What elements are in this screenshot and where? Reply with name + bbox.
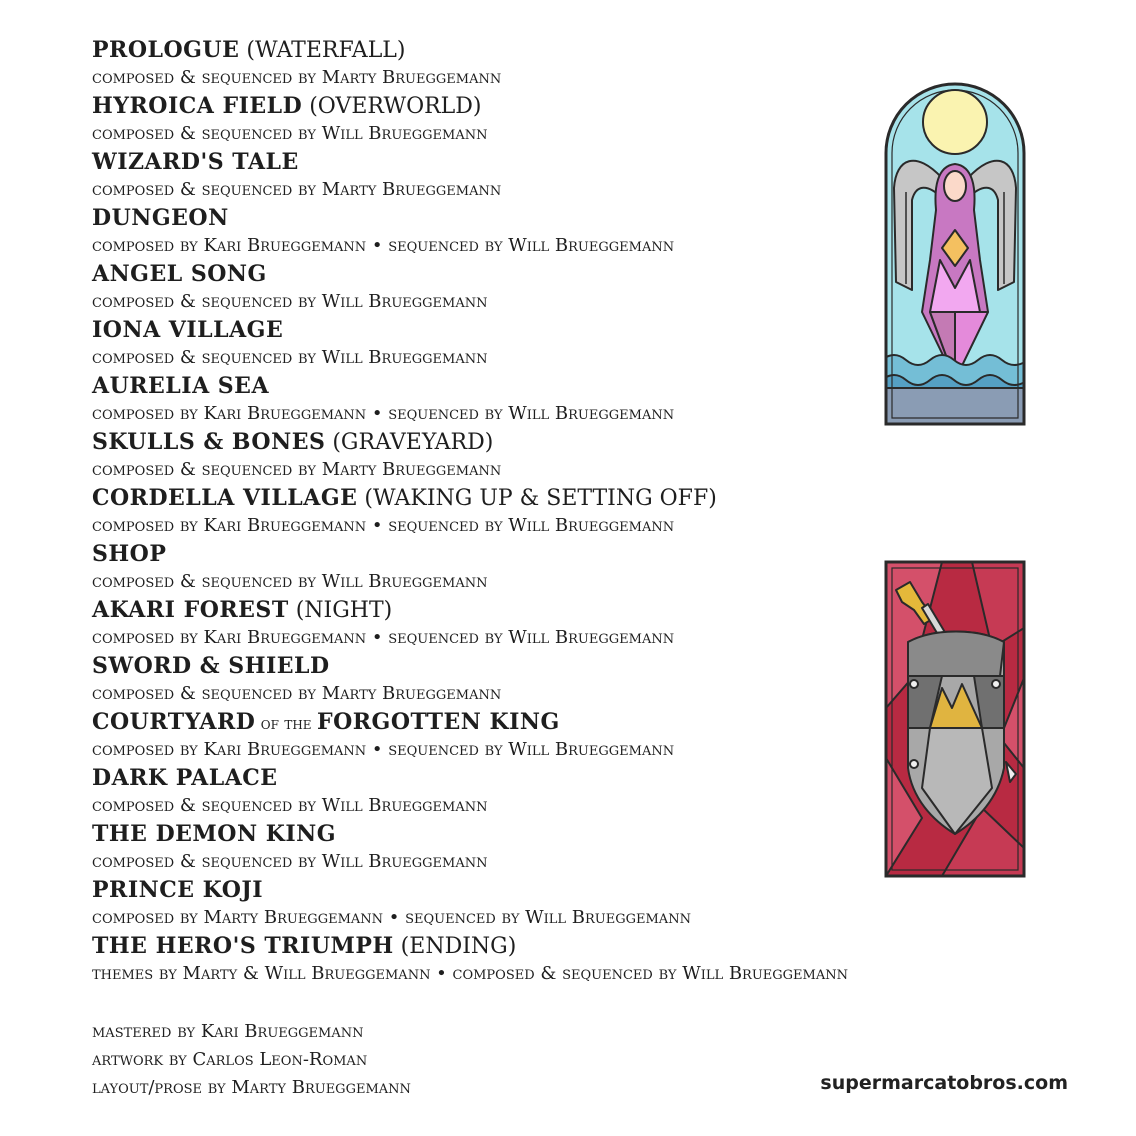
track-subtitle: (NIGHT) bbox=[288, 598, 393, 623]
track-title bbox=[92, 708, 992, 736]
track-item bbox=[92, 764, 992, 820]
track-item bbox=[92, 596, 992, 652]
track-credit: composed & sequenced by Marty Brueggemann bbox=[92, 683, 502, 704]
footer-credits bbox=[92, 1018, 411, 1102]
track-name: THE DEMON KING bbox=[92, 821, 337, 847]
track-item bbox=[92, 92, 992, 148]
track-name: DARK PALACE bbox=[92, 765, 278, 791]
angel-stained-glass bbox=[882, 80, 1028, 428]
track-name: SKULLS & BONES bbox=[92, 429, 326, 455]
track-subtitle: (GRAVEYARD) bbox=[325, 430, 494, 455]
track-credit: composed by Kari Brueggemann • sequenced by Will Brueggemann bbox=[92, 515, 675, 536]
track-item bbox=[92, 148, 992, 204]
track-item bbox=[92, 540, 992, 596]
track-title bbox=[92, 484, 992, 512]
track-title bbox=[92, 204, 992, 232]
track-name: PROLOGUE bbox=[92, 37, 240, 63]
track-credit: composed & sequenced by Will Brueggemann bbox=[92, 347, 488, 368]
track-credit: composed by Marty Brueggemann • sequenced by Will Brueggemann bbox=[92, 907, 691, 928]
track-credit: composed & sequenced by Marty Brueggemann bbox=[92, 67, 502, 88]
track-credit: composed & sequenced by Will Brueggemann bbox=[92, 571, 488, 592]
track-credit: composed & sequenced by Will Brueggemann bbox=[92, 123, 488, 144]
track-title bbox=[92, 260, 992, 288]
track-list bbox=[92, 36, 992, 988]
track-title bbox=[92, 372, 992, 400]
track-title bbox=[92, 820, 992, 848]
artwork-credit: artwork by Carlos Leon-Roman bbox=[92, 1049, 368, 1070]
track-title bbox=[92, 764, 992, 792]
website-link[interactable]: supermarcatobros.com bbox=[820, 1072, 1068, 1094]
track-name: WIZARD'S TALE bbox=[92, 149, 299, 175]
track-name: DUNGEON bbox=[92, 205, 229, 231]
track-name: CORDELLA VILLAGE bbox=[92, 485, 358, 511]
track-credit: themes by Marty & Will Brueggemann • composed & sequenced by Will Brueggemann bbox=[92, 963, 848, 984]
track-credit: composed by Kari Brueggemann • sequenced by Will Brueggemann bbox=[92, 403, 675, 424]
track-credit: composed & sequenced by Will Brueggemann bbox=[92, 795, 488, 816]
track-title bbox=[92, 36, 992, 64]
track-item bbox=[92, 204, 992, 260]
track-title bbox=[92, 932, 992, 960]
track-name: HYROICA FIELD bbox=[92, 93, 303, 119]
track-subtitle: (WATERFALL) bbox=[239, 38, 406, 63]
track-item bbox=[92, 708, 992, 764]
track-credit: composed by Kari Brueggemann • sequenced by Will Brueggemann bbox=[92, 627, 675, 648]
track-title bbox=[92, 540, 992, 568]
track-name: ANGEL SONG bbox=[92, 261, 267, 287]
track-subtitle: (OVERWORLD) bbox=[302, 94, 482, 119]
track-item bbox=[92, 652, 992, 708]
track-item bbox=[92, 36, 992, 92]
track-item bbox=[92, 820, 992, 876]
track-item bbox=[92, 484, 992, 540]
track-subtitle: (ENDING) bbox=[393, 934, 517, 959]
track-name-continued: FORGOTTEN KING bbox=[316, 709, 560, 735]
track-name: THE HERO'S TRIUMPH bbox=[92, 933, 394, 959]
track-item bbox=[92, 428, 992, 484]
track-title bbox=[92, 428, 992, 456]
track-credit: composed & sequenced by Will Brueggemann bbox=[92, 851, 488, 872]
track-title bbox=[92, 92, 992, 120]
track-title bbox=[92, 316, 992, 344]
track-subtitle: (WAKING UP & SETTING OFF) bbox=[357, 486, 717, 511]
track-name: AURELIA SEA bbox=[92, 373, 270, 399]
track-credit: composed by Kari Brueggemann • sequenced by Will Brueggemann bbox=[92, 739, 675, 760]
track-name: PRINCE KOJI bbox=[92, 877, 264, 903]
track-name: IONA VILLAGE bbox=[92, 317, 284, 343]
track-credit: composed & sequenced by Marty Brueggemann bbox=[92, 179, 502, 200]
track-item bbox=[92, 260, 992, 316]
track-name: AKARI FOREST bbox=[92, 597, 289, 623]
track-name: SWORD & SHIELD bbox=[92, 653, 330, 679]
track-credit: composed & sequenced by Marty Brueggemann bbox=[92, 459, 502, 480]
track-name-connector: of the bbox=[255, 714, 317, 734]
track-item bbox=[92, 876, 992, 932]
track-title bbox=[92, 876, 992, 904]
track-credit: composed by Kari Brueggemann • sequenced by Will Brueggemann bbox=[92, 235, 675, 256]
track-name: COURTYARD bbox=[92, 709, 256, 735]
track-name: SHOP bbox=[92, 541, 167, 567]
track-item bbox=[92, 932, 992, 988]
shield-stained-glass bbox=[882, 558, 1028, 880]
track-credit: composed & sequenced by Will Brueggemann bbox=[92, 291, 488, 312]
track-title bbox=[92, 652, 992, 680]
layout-credit: layout/prose by Marty Brueggemann bbox=[92, 1077, 411, 1098]
track-title bbox=[92, 148, 992, 176]
track-title bbox=[92, 596, 992, 624]
track-item bbox=[92, 316, 992, 372]
track-item bbox=[92, 372, 992, 428]
mastered-credit: mastered by Kari Brueggemann bbox=[92, 1021, 364, 1042]
